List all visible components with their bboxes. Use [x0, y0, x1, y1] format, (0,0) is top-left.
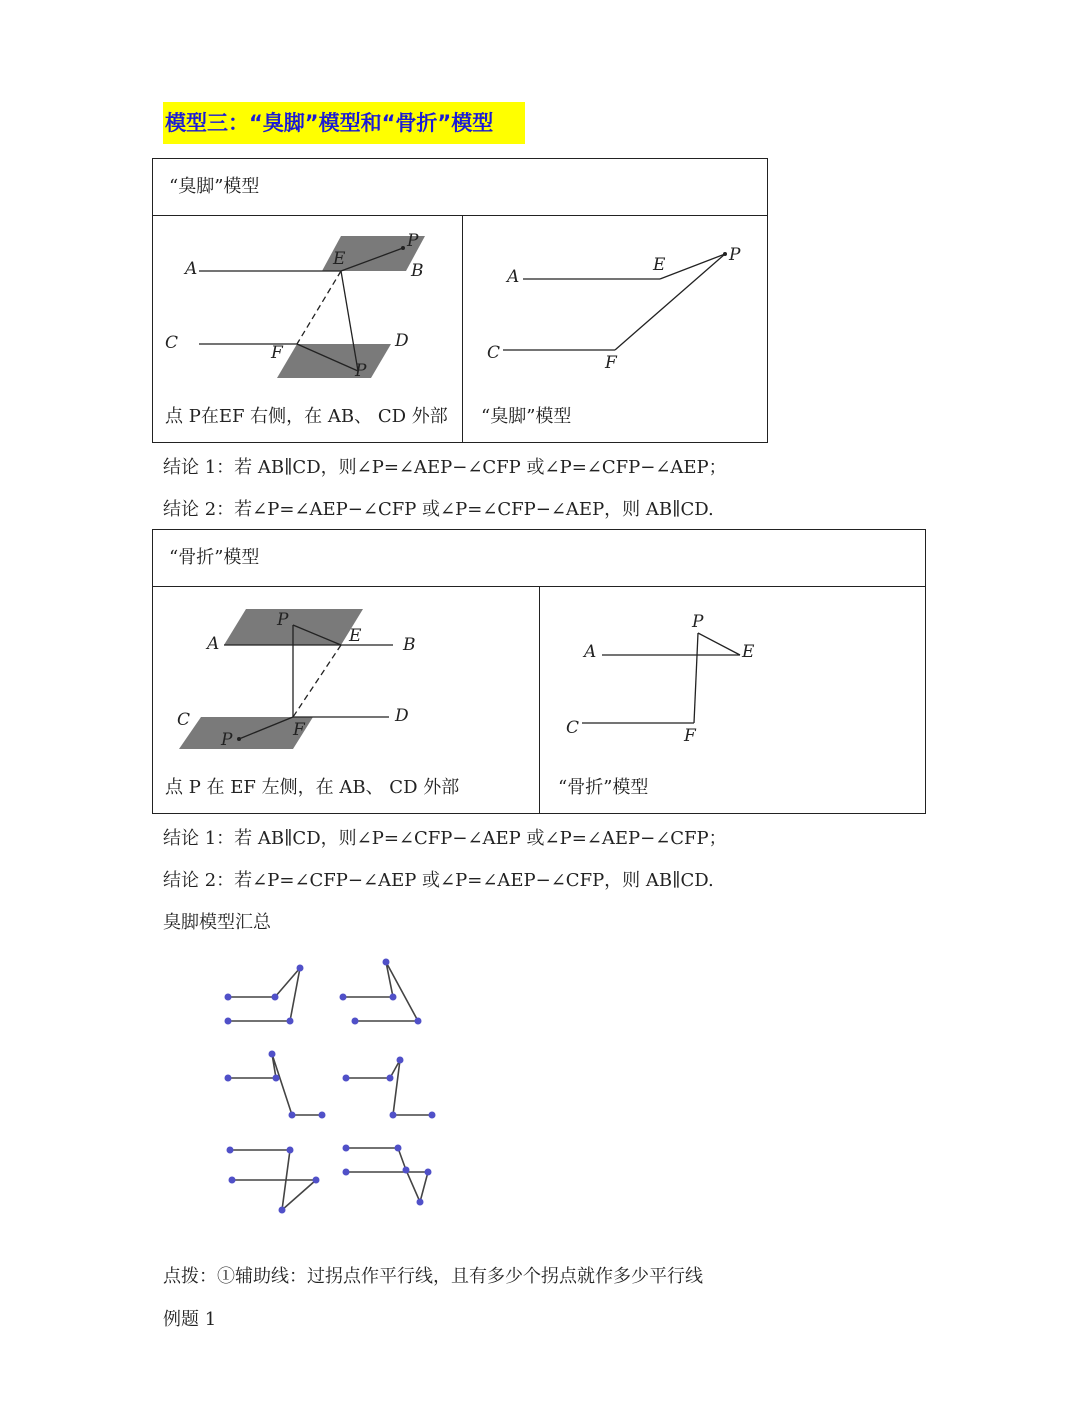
label-C: C — [487, 343, 501, 363]
label-F: F — [271, 343, 283, 363]
example-heading: 例题 1 — [163, 1309, 217, 1330]
model1-conclusion-1: 结论 1：若 AB∥CD，则∠P=∠AEP−∠CFP 或∠P=∠CFP−∠AEP； — [163, 457, 727, 478]
figure-caption: “骨折”模型 — [558, 777, 649, 798]
stinky-foot-model-table — [152, 158, 768, 443]
figure-2d-cell — [540, 587, 926, 814]
model-header: “臭脚”模型 — [169, 176, 260, 197]
label-E: E — [349, 626, 362, 646]
model2-conclusion-2: 结论 2：若∠P=∠CFP−∠AEP 或∠P=∠AEP−∠CFP，则 AB∥CD. — [163, 870, 714, 891]
figure-2d-cell — [463, 216, 768, 443]
tip-text: 点拨：①辅助线：过拐点作平行线，且有多少个拐点就作多少平行线 — [163, 1266, 703, 1287]
label-C: C — [566, 718, 580, 738]
label-P: P — [692, 612, 704, 632]
label-F: F — [293, 720, 305, 740]
label-A: A — [584, 642, 597, 662]
label-A: A — [207, 634, 220, 654]
label-P: P — [277, 610, 289, 630]
section-title: 模型三：“臭脚”模型和“骨折”模型 — [163, 102, 525, 144]
model-header-cell — [153, 159, 768, 216]
label-C: C — [177, 710, 191, 730]
label-B: B — [403, 635, 416, 655]
label-F: F — [684, 726, 696, 746]
label-P-lower: P — [221, 730, 233, 750]
label-B: B — [411, 261, 424, 281]
summary-figures — [210, 950, 450, 1220]
label-P-lower: P — [355, 361, 367, 381]
label-P: P — [729, 245, 741, 265]
figure-3d-cell — [153, 587, 540, 814]
label-P: P — [407, 231, 419, 251]
model-header: “骨折”模型 — [169, 547, 260, 568]
label-C: C — [165, 333, 179, 353]
label-E: E — [653, 255, 666, 275]
label-F: F — [605, 353, 617, 373]
label-A: A — [507, 267, 520, 287]
label-A: A — [185, 259, 198, 279]
model1-conclusion-2: 结论 2：若∠P=∠AEP−∠CFP 或∠P=∠CFP−∠AEP，则 AB∥CD. — [163, 499, 714, 520]
model-header-cell — [153, 530, 926, 587]
label-E: E — [333, 249, 346, 269]
label-D: D — [395, 706, 409, 726]
model2-conclusion-1: 结论 1：若 AB∥CD，则∠P=∠CFP−∠AEP 或∠P=∠AEP−∠CFP； — [163, 828, 727, 849]
figure-caption: 点 P在EF 右侧，在 AB、 CD 外部 — [165, 406, 448, 427]
label-D: D — [395, 331, 409, 351]
summary-title: 臭脚模型汇总 — [163, 912, 271, 933]
fracture-model-table — [152, 529, 926, 814]
figure-caption: 点 P 在 EF 左侧，在 AB、 CD 外部 — [165, 777, 460, 798]
label-E: E — [742, 642, 755, 662]
figure-3d-cell — [153, 216, 463, 443]
figure-caption: “臭脚”模型 — [481, 406, 572, 427]
